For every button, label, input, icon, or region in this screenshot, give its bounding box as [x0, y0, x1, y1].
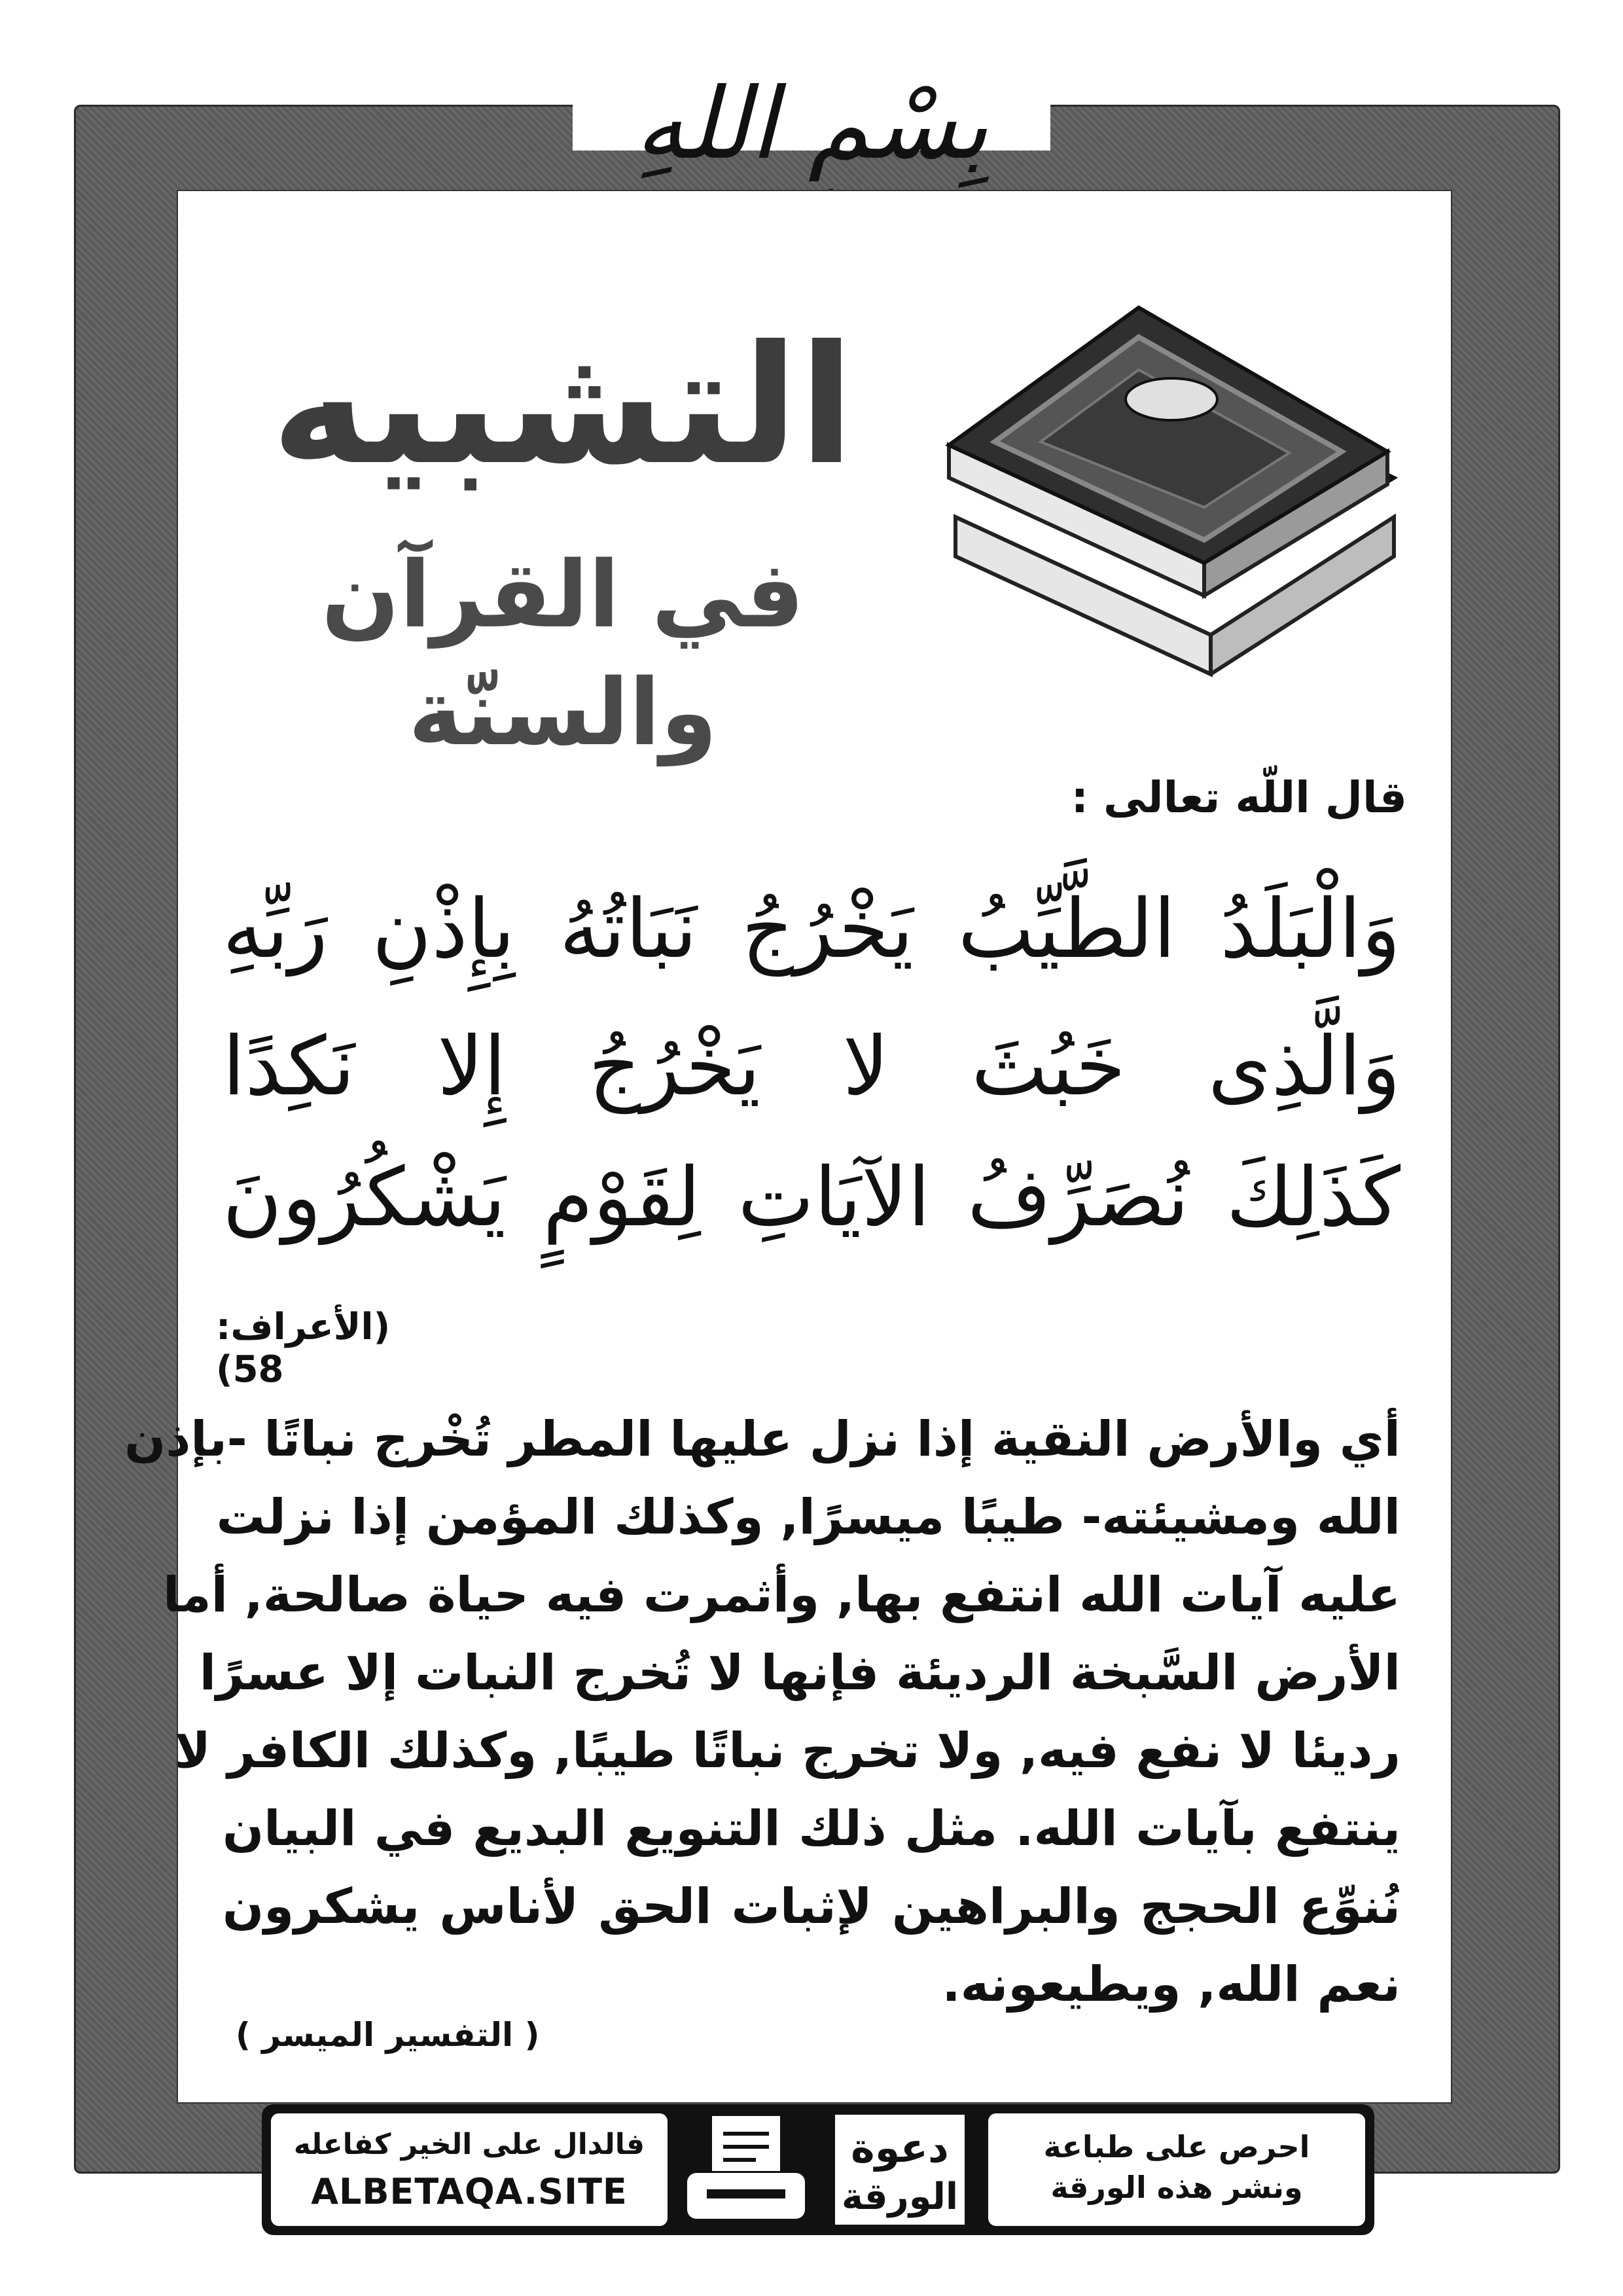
- tafsir-line: أي والأرض النقية إذا نزل عليها المطر تُخْرج نباتًا -بإذن: [124, 1411, 1400, 1467]
- verse-line-1: وَالْبَلَدُ الطَّيِّبُ يَخْرُجُ نَبَاتُهُ بِإِذْنِ رَبِّهِ: [223, 882, 1400, 977]
- tafsir-line: عليه آيات الله انتفع بها, وأثمرت فيه حياة صالحة, أما: [162, 1567, 1400, 1623]
- tafsir-line: نُنوِّع الحجج والبراهين لإثبات الحق لأناس يشكرون: [223, 1878, 1400, 1935]
- dawat-alwaraqa-logo: [831, 2111, 969, 2229]
- footer-motto: فالدال على الخير كفاعله: [293, 2128, 645, 2161]
- print-notice-box: [988, 2113, 1365, 2226]
- verse-line-3: كَذَلِكَ نُصَرِّفُ الآيَاتِ لِقَوْمٍ يَشْكُرُونَ: [223, 1151, 1400, 1245]
- website-link[interactable]: ALBETAQA.SITE: [311, 2171, 628, 2212]
- page-title: التشبيه: [271, 310, 855, 501]
- print-notice: [988, 2126, 1365, 2208]
- verse-line-2: وَالَّذِى خَبُثَ لا يَخْرُجُ إِلا نَكِدًا: [223, 1020, 1400, 1114]
- print-notice-line-1: احرص على طباعة: [1043, 2129, 1310, 2164]
- tafsir-line: الله ومشيئته- طيبًا ميسرًا, وكذلك المؤمن إذا نزلت: [216, 1489, 1400, 1545]
- verse-intro: قال اللّه تعالى :: [1071, 772, 1407, 823]
- print-notice-line-2: ونشر هذه الورقة: [1050, 2170, 1303, 2205]
- book-stack-icon: [936, 281, 1407, 700]
- tafsir-line: ينتفع بآيات الله. مثل ذلك التنويع البديع في البيان: [223, 1801, 1400, 1857]
- page-subtitle: في القرآن والسنّة: [321, 542, 804, 766]
- printer-icon: [681, 2111, 812, 2229]
- tafsir-paragraph: [124, 1401, 1400, 2024]
- tafsir-line: رديئا لا نفع فيه, ولا تخرج نباتًا طيبًا, وكذلك الكافر لا: [174, 1723, 1400, 1779]
- tafsir-source: ( التفسير الميسر ): [236, 2016, 540, 2054]
- basmala-calligraphy: بِسْمِ اللهِ: [634, 67, 989, 181]
- verse-reference: (الأعراف: 58): [216, 1306, 391, 1391]
- logo-line-1: دعوة: [851, 2124, 949, 2172]
- logo-line-2: الورقة: [841, 2176, 959, 2218]
- website-box: [271, 2113, 668, 2226]
- tafsir-line: الأرض السَّبخة الرديئة فإنها لا تُخرج النبات إلا عسرًا: [199, 1645, 1400, 1701]
- footer-bar: [262, 2104, 1374, 2235]
- tafsir-line: نعم الله, ويطيعونه.: [942, 1956, 1400, 2013]
